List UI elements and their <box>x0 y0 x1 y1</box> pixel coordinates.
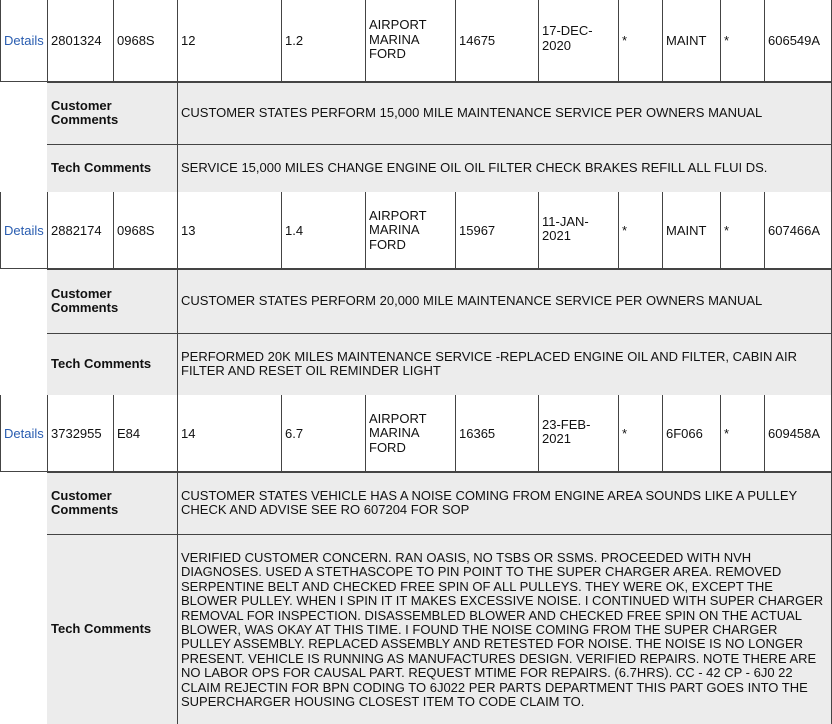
date-cell-line: 2020 <box>542 37 571 53</box>
column-divider <box>47 192 48 269</box>
column-divider <box>662 192 663 269</box>
column-divider <box>538 395 539 472</box>
comment-line: BLOWER PULLEY. WHEN I SPIN IT IT MAKES EXCESSIVE NOISE. I CONTINUED WITH SUPER CHARGER <box>181 593 824 609</box>
comment-line: SERVICE 15,000 MILES CHANGE ENGINE OIL OIL FILTER CHECK BRAKES REFILL ALL FLUI DS. <box>181 159 768 175</box>
column-divider <box>47 395 48 472</box>
row-gutter <box>0 269 47 333</box>
comment-line: NO LABOR OPS FOR CAUSAL PART. REQUEST MTIME FOR REPAIRS. (6.7HRS). CC - 42 CP - 6J0 22 <box>181 665 793 681</box>
tech-comments-row <box>0 534 832 724</box>
hours-cell-text: 1.4 <box>285 223 304 238</box>
table-row <box>0 0 832 82</box>
table-row <box>0 395 832 472</box>
ro-number-cell-text: 2882174 <box>51 223 102 238</box>
dealer-name-cell <box>365 192 455 269</box>
comment-line: CLAIM REJECTIN FOR BPN CODING TO 6J022 PER PARTS DEPARTMENT THIS PART GOES INTO THE <box>181 679 808 695</box>
customer-label-line: Comments <box>51 112 119 127</box>
date-cell-lines <box>542 215 589 244</box>
column-divider <box>764 395 765 472</box>
tech-label-line: Tech Comments <box>51 160 152 175</box>
op-code-cell <box>662 0 720 82</box>
customer-label-line: Customer <box>51 286 112 301</box>
column-divider <box>0 192 1 269</box>
flag-cell <box>618 395 662 472</box>
date-cell <box>538 395 618 472</box>
column-divider <box>365 395 366 472</box>
dealer-name-cell-lines <box>369 18 427 62</box>
dealer-name-cell-line: MARINA <box>369 222 420 238</box>
flag-cell-2 <box>720 0 764 82</box>
dealer-code-cell-text: 0968S <box>117 223 155 238</box>
comment-line: PRESENT. VEHICLE IS RUNNING AS MANUFACTURES DESIGN. VERIFIED REPAIRS. NOTE THERE ARE <box>181 650 817 666</box>
dealer-code-cell-text: E84 <box>117 426 141 441</box>
column-divider <box>618 0 619 82</box>
dealer-code-cell <box>113 0 177 82</box>
tech-label-text <box>51 161 151 175</box>
dealer-code-cell <box>113 192 177 269</box>
comment-line: BLOWER, WAS OKAY AT THIS TIME. I FOUND THE NOISE COMING FROM THE SUPER CHARGER <box>181 622 778 638</box>
column-divider <box>720 395 721 472</box>
flag-cell <box>618 0 662 82</box>
column-divider <box>281 395 282 472</box>
customer-label-line: Comments <box>51 502 119 517</box>
sequence-cell-text: 13 <box>181 223 196 238</box>
tech-comment-body <box>181 350 797 379</box>
date-cell-line: 11-JAN- <box>542 213 589 229</box>
column-divider <box>177 269 178 333</box>
column-divider <box>281 192 282 269</box>
dealer-name-cell <box>365 0 455 82</box>
comment-line: CUSTOMER STATES PERFORM 15,000 MILE MAINTENANCE SERVICE PER OWNERS MANUAL <box>181 104 763 120</box>
column-divider <box>0 395 1 472</box>
column-divider <box>618 192 619 269</box>
tech-comments-label <box>47 534 177 724</box>
date-cell-line: 2021 <box>542 431 571 446</box>
column-divider <box>538 192 539 269</box>
hours-cell-text: 1.2 <box>285 32 304 48</box>
flag-cell-2-text: * <box>724 32 730 48</box>
ro-number-cell-text: 2801324 <box>51 32 102 48</box>
column-divider <box>113 192 114 269</box>
customer-label-text <box>51 287 118 315</box>
flag-cell-2-text: * <box>724 223 730 238</box>
comment-line: DIAGNOSES. USED A STETHASCOPE TO PIN POINT TO THE SUPER CHARGER AREA. REMOVED <box>181 564 782 580</box>
column-divider <box>662 0 663 82</box>
column-divider <box>177 472 178 534</box>
tech-comments-row <box>0 144 832 192</box>
mileage-cell-text: 15967 <box>459 223 496 238</box>
flag-cell-2 <box>720 395 764 472</box>
customer-comments-row <box>0 269 832 333</box>
details-link[interactable] <box>0 0 47 82</box>
hours-cell <box>281 395 365 472</box>
mileage-cell-text: 14675 <box>459 32 496 48</box>
comment-line: SUPERCHARGER HOUSING CLOSEST ITEM TO CODE CLAIM TO. <box>181 694 585 710</box>
tech-comments-label <box>47 144 177 192</box>
mileage-cell <box>455 395 538 472</box>
comment-line: CUSTOMER STATES VEHICLE HAS A NOISE COMING FROM ENGINE AREA SOUNDS LIKE A PULLEY <box>181 487 798 503</box>
column-divider <box>177 333 178 395</box>
row-divider <box>47 144 832 145</box>
flag-cell-text: * <box>622 426 628 441</box>
column-divider <box>720 192 721 269</box>
claim-number-cell <box>764 0 832 82</box>
row-divider <box>47 534 832 535</box>
dealer-name-cell-line: AIRPORT <box>369 410 427 426</box>
column-divider <box>662 395 663 472</box>
dealer-name-cell-line: FORD <box>369 46 406 62</box>
comment-line: FILTER AND RESET OIL REMINDER LIGHT <box>181 363 441 378</box>
date-cell-line: 17-DEC- <box>542 23 593 38</box>
customer-comment-body <box>181 294 762 308</box>
op-code-cell <box>662 192 720 269</box>
details-link[interactable] <box>0 395 47 472</box>
customer-label-line: Comments <box>51 300 119 315</box>
column-divider <box>720 0 721 82</box>
customer-comments-label <box>47 82 177 144</box>
details-link-label[interactable]: Details <box>4 32 44 48</box>
dealer-name-cell-line: AIRPORT <box>369 207 427 223</box>
column-divider <box>113 395 114 472</box>
tech-label-text <box>51 357 151 371</box>
flag-cell <box>618 192 662 269</box>
sequence-cell-text: 14 <box>181 426 196 441</box>
customer-comments-row <box>0 472 832 534</box>
tech-label-line: Tech Comments <box>51 356 152 371</box>
column-divider <box>365 192 366 269</box>
comment-line: CUSTOMER STATES PERFORM 20,000 MILE MAINTENANCE SERVICE PER OWNERS MANUAL <box>181 292 763 308</box>
customer-label-line: Customer <box>51 98 112 113</box>
row-gutter <box>0 534 47 724</box>
column-divider <box>365 0 366 82</box>
flag-cell-2-text: * <box>724 426 730 441</box>
tech-comments-text <box>177 144 832 192</box>
flag-cell-text: * <box>622 223 628 238</box>
date-cell-lines <box>542 418 590 447</box>
sequence-cell <box>177 395 281 472</box>
mileage-cell-text: 16365 <box>459 426 496 441</box>
tech-comments-label <box>47 333 177 395</box>
tech-label-line: Tech Comments <box>51 621 152 636</box>
claim-number-cell <box>764 395 832 472</box>
ro-number-cell-text: 3732955 <box>51 426 102 441</box>
date-cell-lines <box>542 24 593 53</box>
mileage-cell <box>455 192 538 269</box>
claim-number-cell-text: 607466A <box>768 223 821 238</box>
customer-comments-label <box>47 269 177 333</box>
customer-comment-body <box>181 106 762 120</box>
column-divider <box>177 534 178 724</box>
sequence-cell <box>177 192 281 269</box>
ro-number-cell <box>47 395 113 472</box>
column-divider <box>177 192 178 269</box>
column-divider <box>455 395 456 472</box>
row-gutter <box>0 82 47 144</box>
row-gutter <box>0 144 47 192</box>
row-divider <box>47 333 832 334</box>
op-code-cell <box>662 395 720 472</box>
date-cell-line: 23-FEB- <box>542 416 591 432</box>
dealer-name-cell-line: AIRPORT <box>369 17 427 33</box>
dealer-name-cell-line: MARINA <box>369 425 420 441</box>
column-divider <box>618 395 619 472</box>
customer-comment-body <box>181 489 797 518</box>
row-gutter <box>0 333 47 395</box>
customer-label-text <box>51 489 118 517</box>
column-divider <box>764 0 765 82</box>
hours-cell-text: 6.7 <box>285 426 304 441</box>
date-cell-line: 2021 <box>542 228 571 243</box>
column-divider <box>455 192 456 269</box>
details-link-label[interactable]: Details <box>4 223 44 238</box>
date-cell <box>538 192 618 269</box>
column-divider <box>281 0 282 82</box>
tech-comments-row <box>0 333 832 395</box>
dealer-code-cell <box>113 395 177 472</box>
comment-line: REMOVAL FOR INSPECTION. DISASSEMBLED BLOWER AND CHECKED FREE SPIN ON THE ACTUAL <box>181 607 802 623</box>
customer-comments-label <box>47 472 177 534</box>
column-divider <box>0 0 1 82</box>
claim-number-cell <box>764 192 832 269</box>
customer-comments-text <box>177 472 832 534</box>
row-divider <box>47 472 832 473</box>
hours-cell <box>281 0 365 82</box>
dealer-name-cell-lines <box>369 412 427 456</box>
column-divider <box>455 0 456 82</box>
comment-line: PERFORMED 20K MILES MAINTENANCE SERVICE -REPLACED ENGINE OIL AND FILTER, CABIN AIR <box>181 348 797 364</box>
date-cell <box>538 0 618 82</box>
customer-comments-text <box>177 269 832 333</box>
tech-comments-text <box>177 534 832 724</box>
customer-label-text <box>51 99 118 127</box>
dealer-name-cell-line: MARINA <box>369 31 420 47</box>
claim-number-cell-text: 606549A <box>768 32 821 48</box>
row-gutter <box>0 472 47 534</box>
comment-line: PULLEY ASSEMBLY. REPLACED ASSEMBLY AND RETESTED FOR NOISE. THE NOISE IS NO LONGER <box>181 636 804 652</box>
dealer-code-cell-text: 0968S <box>117 32 155 48</box>
hours-cell <box>281 192 365 269</box>
comment-line: CHECK AND ADVISE SEE RO 607204 FOR SOP <box>181 502 470 517</box>
customer-comments-row <box>0 82 832 144</box>
op-code-cell-text: MAINT <box>666 32 707 48</box>
column-divider <box>764 192 765 269</box>
column-divider <box>177 144 178 192</box>
comment-line: VERIFIED CUSTOMER CONCERN. RAN OASIS, NO TSBS OR SSMS. PROCEEDED WITH NVH <box>181 550 752 565</box>
ro-number-cell <box>47 192 113 269</box>
details-link[interactable] <box>0 192 47 269</box>
sequence-cell-text: 12 <box>181 32 196 48</box>
column-divider <box>47 0 48 82</box>
dealer-name-cell-line: FORD <box>369 439 406 455</box>
column-divider <box>113 0 114 82</box>
row-divider <box>47 269 832 270</box>
tech-comment-body <box>181 551 823 709</box>
tech-label-text <box>51 622 151 636</box>
column-divider <box>177 82 178 144</box>
row-divider <box>47 82 832 83</box>
tech-comment-body <box>181 161 767 175</box>
column-divider <box>177 0 178 82</box>
mileage-cell <box>455 0 538 82</box>
op-code-cell-text: 6F066 <box>666 426 703 441</box>
comment-line: SERPENTINE BELT AND CHECKED FREE SPIN OF ALL PULLEYS. THEY WERE OK, EXCEPT THE <box>181 578 773 594</box>
op-code-cell-text: MAINT <box>666 223 707 238</box>
column-divider <box>538 0 539 82</box>
sequence-cell <box>177 0 281 82</box>
column-divider <box>177 395 178 472</box>
customer-label-line: Customer <box>51 488 112 503</box>
dealer-name-cell <box>365 395 455 472</box>
dealer-name-cell-lines <box>369 209 427 253</box>
ro-number-cell <box>47 0 113 82</box>
table-row <box>0 192 832 269</box>
customer-comments-text <box>177 82 832 144</box>
flag-cell-2 <box>720 192 764 269</box>
dealer-name-cell-line: FORD <box>369 236 406 252</box>
tech-comments-text <box>177 333 832 395</box>
details-link-label[interactable]: Details <box>4 426 44 441</box>
claim-number-cell-text: 609458A <box>768 426 821 441</box>
flag-cell-text: * <box>622 32 628 48</box>
